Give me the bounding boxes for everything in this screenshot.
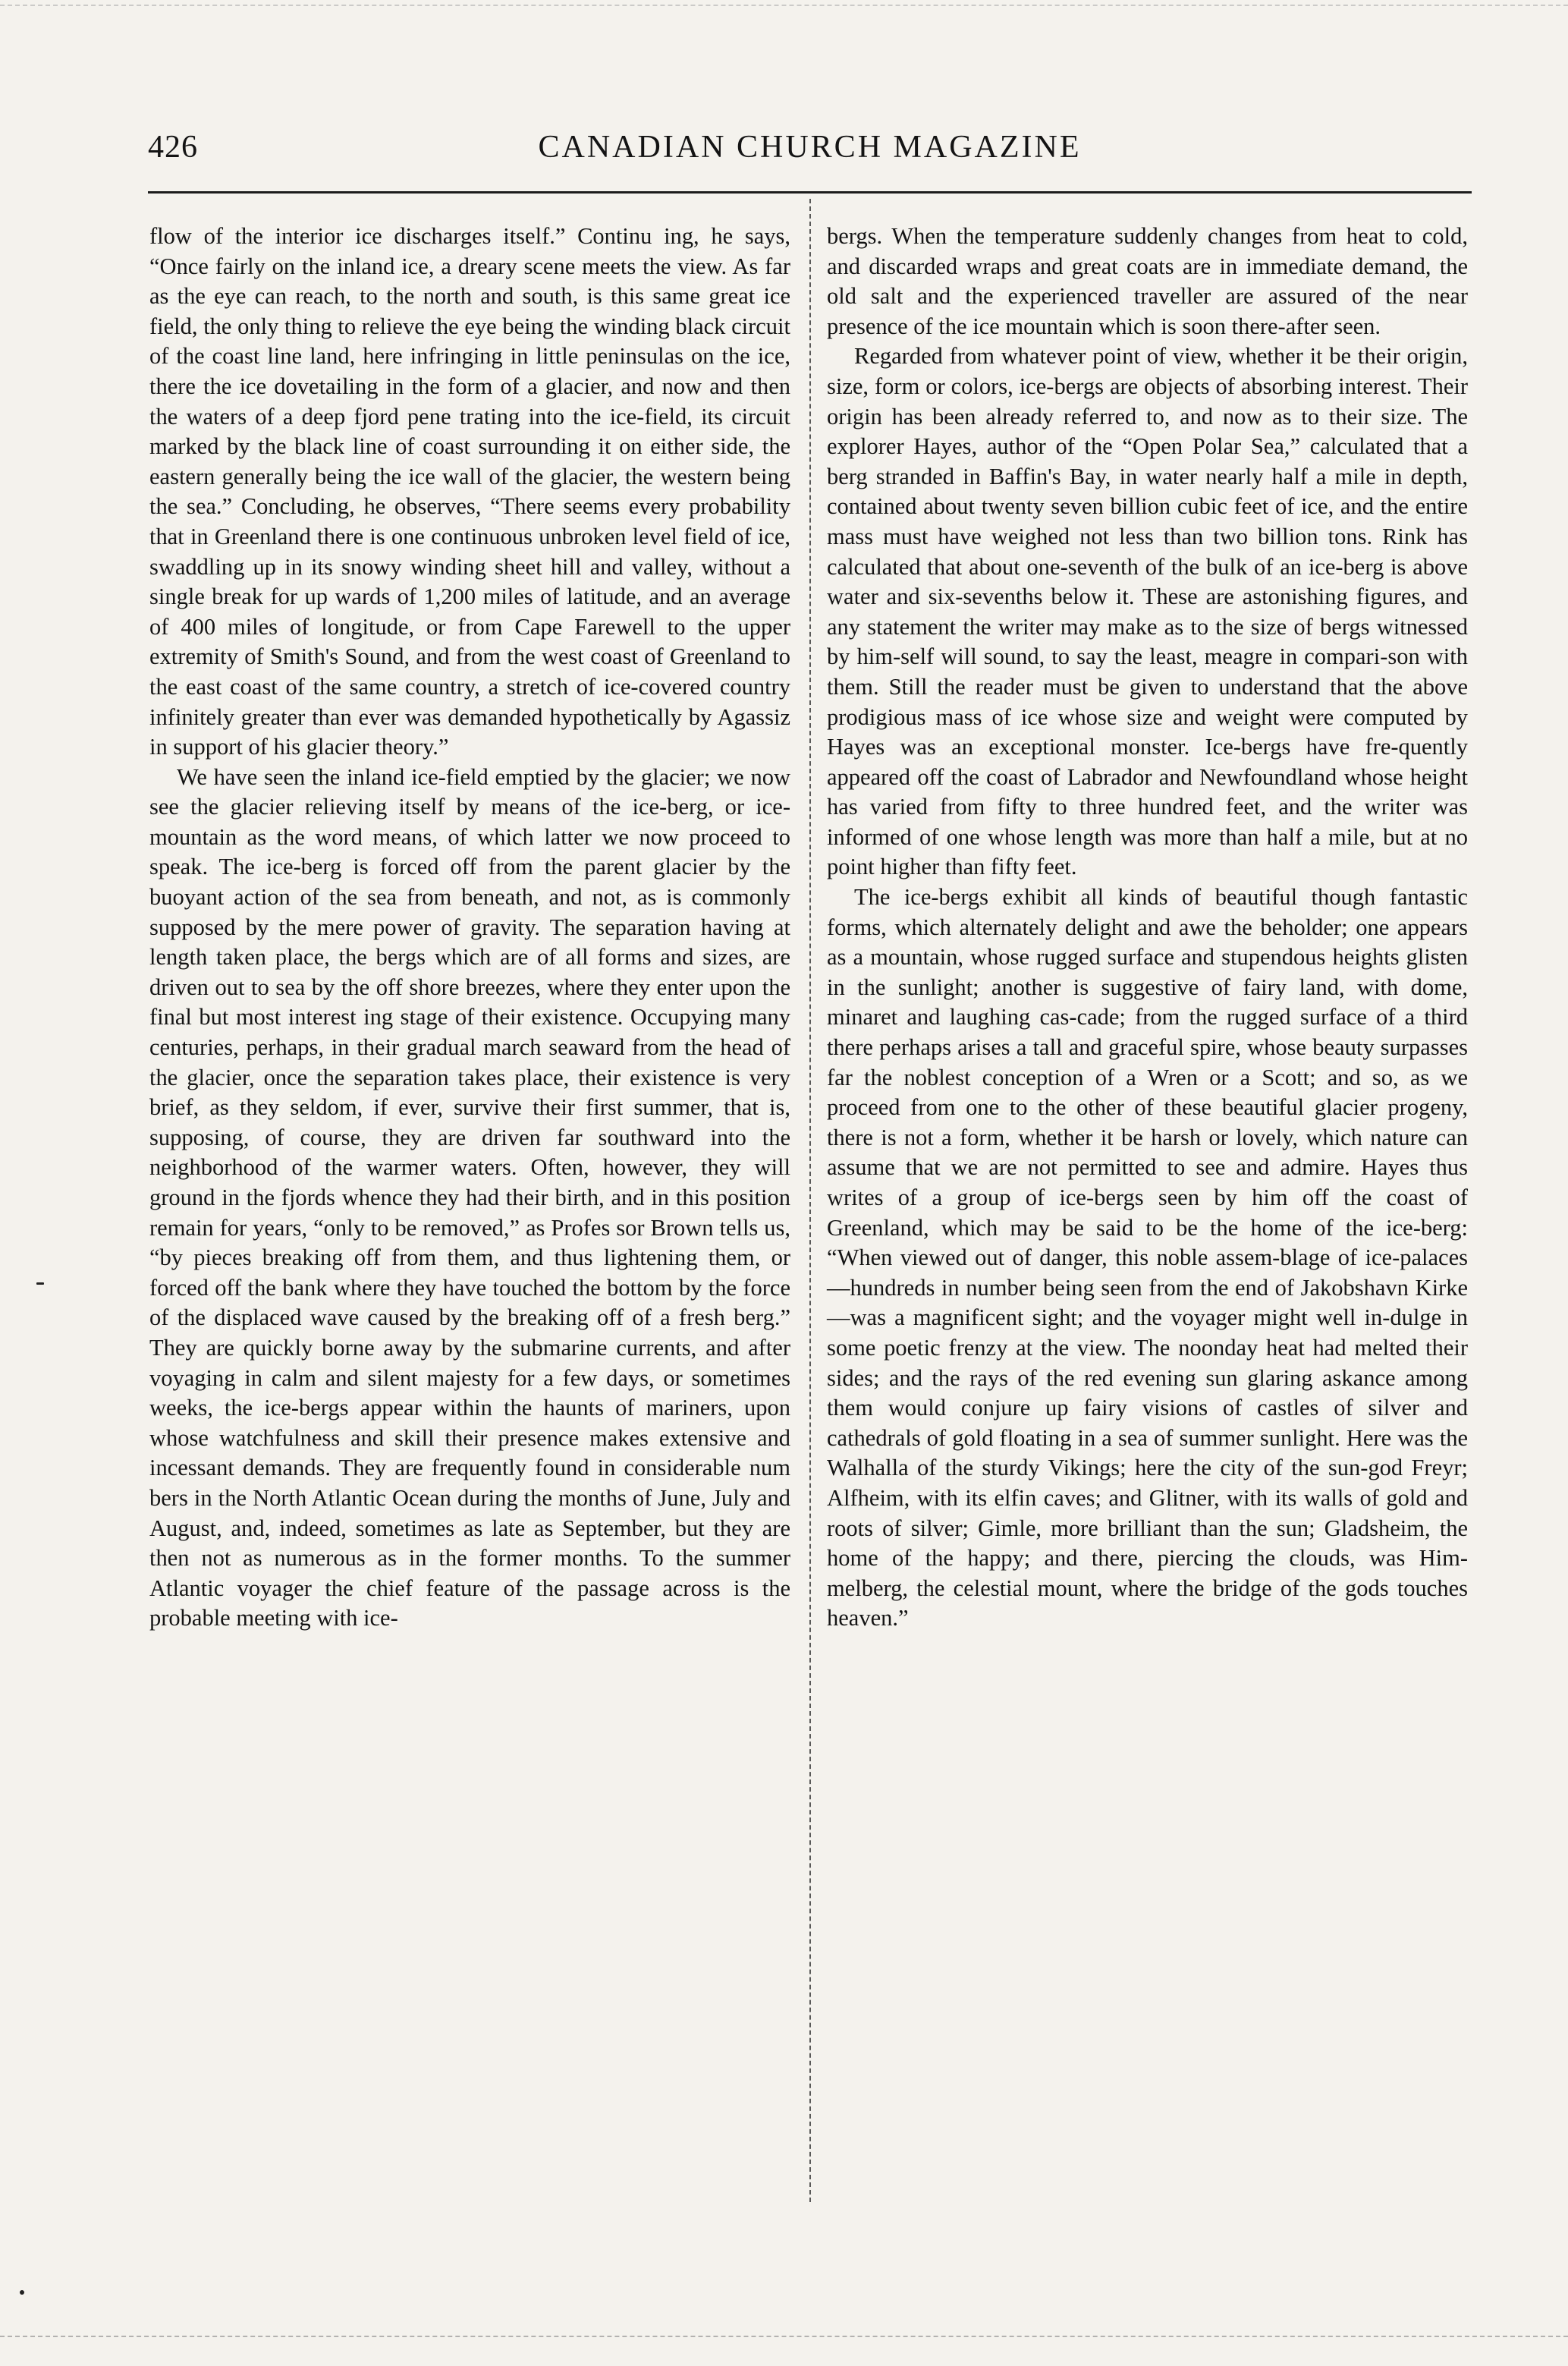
right-paragraph-1: bergs. When the temperature suddenly changes from heat to cold, and discarded wraps and great coats are in immediate demand, the old salt and the experienced traveller are assured of the near presence of the ice mountain which is soon there-after seen.	[827, 223, 1468, 339]
right-column	[827, 222, 1468, 1634]
right-paragraph-2: Regarded from whatever point of view, whether it be their origin, size, form or colors, ice-bergs are objects of absorbing interest. Their origin has been already referred to, and now as to their size. The explorer Hayes, author of the “Open Polar Sea,” calculated that a berg stranded in Baffin's Bay, in water nearly half a mile in depth, contained about twenty seven billion cubic feet of ice, and the entire mass must have weighed not less than two billion tons. Rink has calculated that about one-seventh of the bulk of an ice-berg is above water and six-sevenths below it. These are astonishing figures, and any statement the writer may make as to the size of bergs witnessed by him-self will sound, to say the least, meagre in compari-son with them. Still the reader must be given to understand that the above prodigious mass of ice whose size and weight were computed by Hayes was an exceptional monster. Ice-bergs have fre-quently appeared off the coast of Labrador and Newfoundland whose height has varied from fifty to three hundred feet, and the writer was informed of one whose length was more than half a mile, but at no point higher than fifty feet.	[827, 343, 1468, 880]
header-rule	[148, 191, 1472, 193]
bottom-edge-mark	[0, 2336, 1568, 2337]
margin-speck	[20, 2290, 24, 2295]
left-column	[149, 222, 790, 1634]
page-header	[148, 129, 1472, 182]
top-edge-mark	[0, 5, 1568, 8]
page-number: 426	[148, 130, 198, 165]
column-divider	[809, 199, 812, 2202]
running-title: CANADIAN CHURCH MAGAZINE	[538, 130, 1082, 165]
right-paragraph-3: The ice-bergs exhibit all kinds of beautiful though fantastic forms, which alternately delight and awe the beholder; one appears as a mountain, whose rugged surface and stupendous heights glisten in the sunlight; another is suggestive of fairy land, with dome, minaret and laughing cas-cade; from the rugged surface of a third there perhaps arises a tall and graceful spire, whose beauty surpasses far the noblest conception of a Wren or a Scott; and so, as we proceed from one to the other of these beautiful glacier progeny, there is not a form, whether it be harsh or lovely, which nature can assume that we are not permitted to see and admire. Hayes thus writes of a group of ice-bergs seen by him off the coast of Greenland, which may be said to be the home of the ice-berg: “When viewed out of danger, this noble assem-blage of ice-palaces—hundreds in number being seen from the end of Jakobshavn Kirke—was a magnificent sight; and the voyager might well in-dulge in some poetic frenzy at the view. The noonday heat had melted their sides; and the rays of the red evening sun glaring askance among them would conjure up fairy visions of castles of silver and cathedrals of gold floating in a sea of summer sunlight. Here was the Walhalla of the sturdy Vikings; here the city of the sun-god Freyr; Alfheim, with its elfin caves; and Glitner, with its walls of gold and roots of silver; Gimle, more brilliant than the sun; Gladsheim, the home of the happy; and there, piercing the clouds, was Him-melberg, the celestial mount, where the bridge of the gods touches heaven.”	[827, 884, 1468, 1631]
left-paragraph-1: flow of the interior ice discharges itself.” Continu ing, he says, “Once fairly on the inland ice, a dreary scene meets the view. As far as the eye can reach, to the north and south, is this same great ice field, the only thing to relieve the eye being the winding black circuit of the coast line land, here infringing in little peninsulas on the ice, there the ice dovetailing in the form of a glacier, and now and then the waters of a deep fjord pene trating into the ice-field, its circuit marked by the black line of coast surrounding it on either side, the eastern generally being the ice wall of the glacier, the western being the sea.” Concluding, he observes, “There seems every probability that in Greenland there is one continuous unbroken level field of ice, swaddling up in its snowy winding sheet hill and valley, without a single break for up wards of 1,200 miles of latitude, and an average of 400 miles of longitude, or from Cape Farewell to the upper extremity of Smith's Sound, and from the west coast of Greenland to the east coast of the same country, a stretch of ice-covered country infinitely greater than ever was demanded hypothetically by Agassiz in support of his glacier theory.”	[149, 223, 790, 760]
left-paragraph-2: We have seen the inland ice-field emptied by the glacier; we now see the glacier relieving itself by means of the ice-berg, or ice-mountain as the word means, of which latter we now proceed to speak. The ice-berg is forced off from the parent glacier by the buoyant action of the sea from beneath, and not, as is commonly supposed by the mere power of gravity. The separation having at length taken place, the bergs which are of all forms and sizes, are driven out to sea by the off shore breezes, where they enter upon the final but most interest ing stage of their existence. Occupying many centuries, perhaps, in their gradual march seaward from the head of the glacier, once the separation takes place, their existence is very brief, as they seldom, if ever, survive their first summer, that is, supposing, of course, they are driven far southward into the neighborhood of the warmer waters. Often, however, they will ground in the fjords whence they had their birth, and in this position remain for years, “only to be removed,” as Profes sor Brown tells us, “by pieces breaking off from them, and thus lightening them, or forced off the bank where they have touched the bottom by the force of the displaced wave caused by the breaking off of a fresh berg.” They are quickly borne away by the submarine currents, and after voyaging in calm and silent majesty for a few days, or sometimes weeks, the ice-bergs appear within the haunts of mariners, upon whose watchfulness and skill their presence makes extensive and incessant demands. They are frequently found in considerable num bers in the North Atlantic Ocean during the months of June, July and August, and, indeed, sometimes as late as September, but they are then not as numerous as in the former months. To the summer Atlantic voyager the chief feature of the passage across is the probable meeting with ice-	[149, 763, 790, 1631]
margin-speck	[36, 1282, 44, 1285]
